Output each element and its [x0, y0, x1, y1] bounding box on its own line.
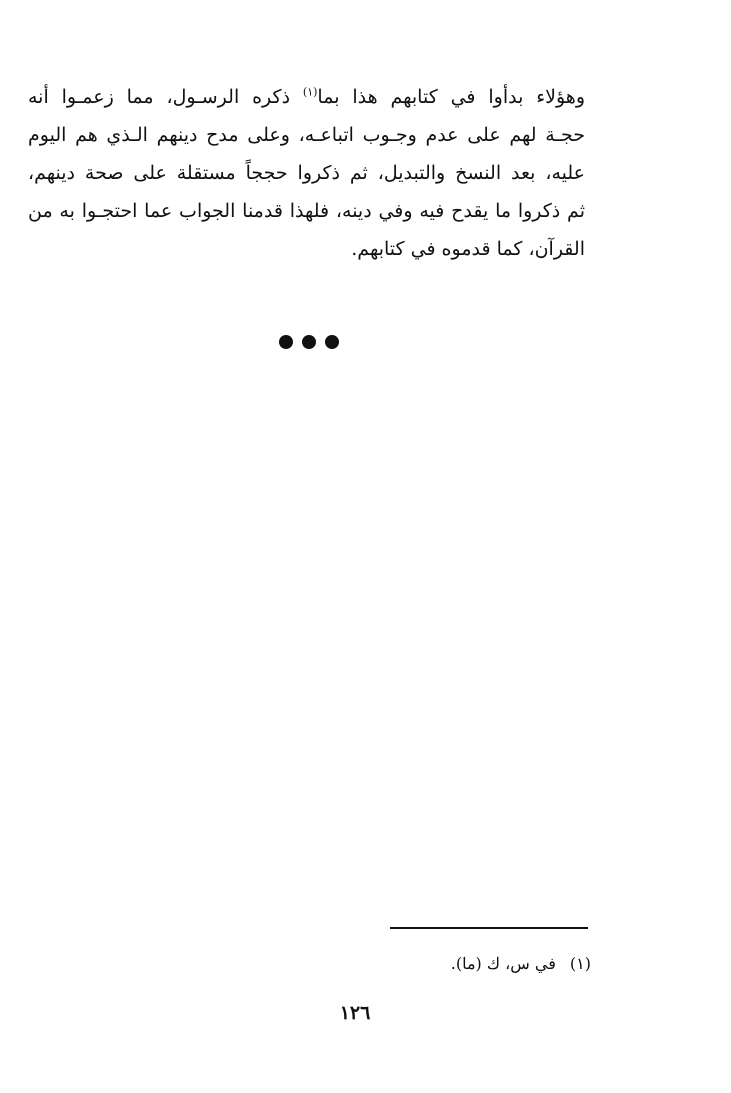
footnote-divider — [390, 927, 588, 929]
paragraph-line-1 — [28, 78, 585, 116]
footnote-number: (١) — [569, 954, 591, 973]
separator-dot — [279, 335, 293, 349]
footnote-reference: (١) — [302, 85, 318, 99]
main-paragraph — [28, 78, 585, 268]
paragraph-line-5: القرآن، كما قدموه في كتابهم. — [351, 238, 585, 260]
paragraph-line-4: ثم ذكروا ما يقدح فيه وفي دينه، فلهذا قدمنا الجواب عما احتجـوا به من — [28, 200, 585, 222]
line-1-after-ref: ذكره الرسـول، مما زعمـوا أنه — [28, 86, 303, 108]
footnote-text: في س، ك (ما). — [450, 954, 556, 973]
page-number: ١٢٦ — [339, 1002, 371, 1024]
footnote-1 — [300, 952, 591, 976]
paragraph-line-3: عليه، بعد النسخ والتبديل، ثم ذكروا حججاً مستقلة على صحة دينهم، — [28, 162, 585, 184]
separator-dot — [302, 335, 316, 349]
section-separator — [279, 332, 339, 352]
paragraph-line-2: حجـة لهم على عدم وجـوب اتباعـه، وعلى مدح دينهم الـذي هم اليوم — [28, 124, 585, 146]
line-1-before-ref: وهؤلاء بدأوا في كتابهم هذا بما — [317, 86, 586, 108]
separator-dot — [325, 335, 339, 349]
